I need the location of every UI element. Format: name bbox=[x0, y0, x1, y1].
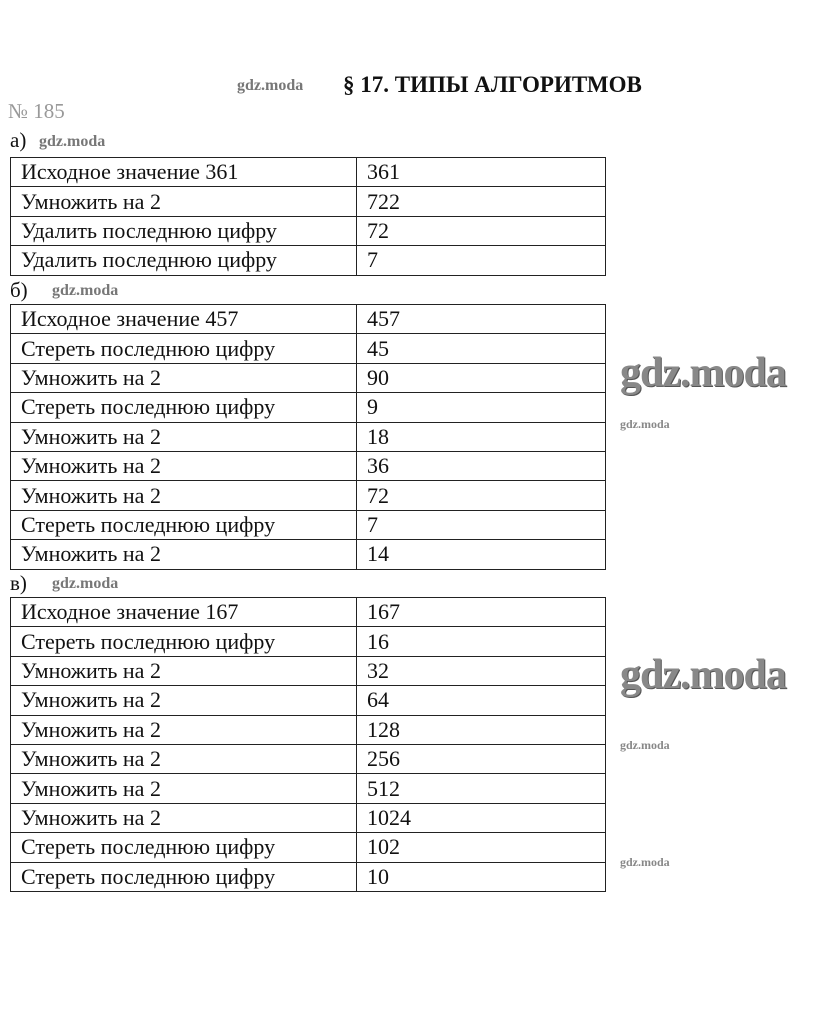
table-row bbox=[11, 451, 606, 480]
step-cell: Исходное значение 361 bbox=[11, 158, 357, 187]
table-row bbox=[11, 833, 606, 862]
value-cell: 102 bbox=[357, 833, 606, 862]
step-cell: Умножить на 2 bbox=[11, 686, 357, 715]
task-number: № 185 bbox=[8, 99, 65, 123]
table-row bbox=[11, 598, 606, 627]
table-row bbox=[11, 774, 606, 803]
table-row bbox=[11, 540, 606, 569]
step-cell: Стереть последнюю цифру bbox=[11, 393, 357, 422]
watermark: gdz.moda bbox=[52, 282, 119, 299]
step-cell: Умножить на 2 bbox=[11, 744, 357, 773]
page-title: § 17. ТИПЫ АЛГОРИТМОВ bbox=[343, 72, 642, 97]
table-row bbox=[11, 158, 606, 187]
watermark: gdz.moda bbox=[39, 133, 106, 150]
table-row bbox=[11, 305, 606, 334]
step-cell: Удалить последнюю цифру bbox=[11, 216, 357, 245]
table-row bbox=[11, 862, 606, 891]
step-cell: Умножить на 2 bbox=[11, 363, 357, 392]
table-row bbox=[11, 334, 606, 363]
table-row bbox=[11, 481, 606, 510]
table-row bbox=[11, 363, 606, 392]
table-a bbox=[10, 157, 606, 276]
table-row bbox=[11, 422, 606, 451]
value-cell: 167 bbox=[357, 598, 606, 627]
step-cell: Умножить на 2 bbox=[11, 187, 357, 216]
value-cell: 1024 bbox=[357, 803, 606, 832]
step-cell: Умножить на 2 bbox=[11, 481, 357, 510]
step-cell: Умножить на 2 bbox=[11, 774, 357, 803]
table-row bbox=[11, 656, 606, 685]
value-cell: 64 bbox=[357, 686, 606, 715]
table-row bbox=[11, 393, 606, 422]
table-row bbox=[11, 715, 606, 744]
table-c bbox=[10, 597, 606, 892]
watermark-large: gdz.moda bbox=[620, 652, 786, 698]
value-cell: 72 bbox=[357, 481, 606, 510]
watermark-large: gdz.moda bbox=[620, 350, 786, 396]
step-cell: Умножить на 2 bbox=[11, 422, 357, 451]
watermark: gdz.moda bbox=[237, 77, 304, 94]
value-cell: 361 bbox=[357, 158, 606, 187]
step-cell: Стереть последнюю цифру bbox=[11, 334, 357, 363]
value-cell: 256 bbox=[357, 744, 606, 773]
step-cell: Стереть последнюю цифру bbox=[11, 833, 357, 862]
section-label-c: в) bbox=[10, 571, 27, 595]
table-row bbox=[11, 627, 606, 656]
value-cell: 90 bbox=[357, 363, 606, 392]
table-row bbox=[11, 216, 606, 245]
step-cell: Умножить на 2 bbox=[11, 803, 357, 832]
value-cell: 72 bbox=[357, 216, 606, 245]
value-cell: 9 bbox=[357, 393, 606, 422]
value-cell: 16 bbox=[357, 627, 606, 656]
step-cell: Исходное значение 457 bbox=[11, 305, 357, 334]
step-cell: Стереть последнюю цифру bbox=[11, 862, 357, 891]
table-row bbox=[11, 744, 606, 773]
table-row bbox=[11, 686, 606, 715]
table-row bbox=[11, 187, 606, 216]
table-b bbox=[10, 304, 606, 570]
value-cell: 10 bbox=[357, 862, 606, 891]
value-cell: 7 bbox=[357, 510, 606, 539]
table-row bbox=[11, 510, 606, 539]
step-cell: Умножить на 2 bbox=[11, 451, 357, 480]
table-row bbox=[11, 803, 606, 832]
step-cell: Удалить последнюю цифру bbox=[11, 246, 357, 275]
value-cell: 36 bbox=[357, 451, 606, 480]
watermark: gdz.moda bbox=[52, 575, 119, 592]
table-row bbox=[11, 246, 606, 275]
value-cell: 512 bbox=[357, 774, 606, 803]
step-cell: Стереть последнюю цифру bbox=[11, 510, 357, 539]
step-cell: Умножить на 2 bbox=[11, 656, 357, 685]
section-label-a: а) bbox=[10, 128, 27, 152]
step-cell: Стереть последнюю цифру bbox=[11, 627, 357, 656]
watermark: gdz.moda bbox=[620, 855, 670, 869]
value-cell: 14 bbox=[357, 540, 606, 569]
section-label-b: б) bbox=[10, 278, 28, 302]
value-cell: 128 bbox=[357, 715, 606, 744]
value-cell: 7 bbox=[357, 246, 606, 275]
value-cell: 722 bbox=[357, 187, 606, 216]
value-cell: 32 bbox=[357, 656, 606, 685]
watermark: gdz.moda bbox=[620, 417, 670, 431]
value-cell: 457 bbox=[357, 305, 606, 334]
watermark: gdz.moda bbox=[620, 738, 670, 752]
step-cell: Умножить на 2 bbox=[11, 540, 357, 569]
value-cell: 18 bbox=[357, 422, 606, 451]
step-cell: Умножить на 2 bbox=[11, 715, 357, 744]
step-cell: Исходное значение 167 bbox=[11, 598, 357, 627]
value-cell: 45 bbox=[357, 334, 606, 363]
